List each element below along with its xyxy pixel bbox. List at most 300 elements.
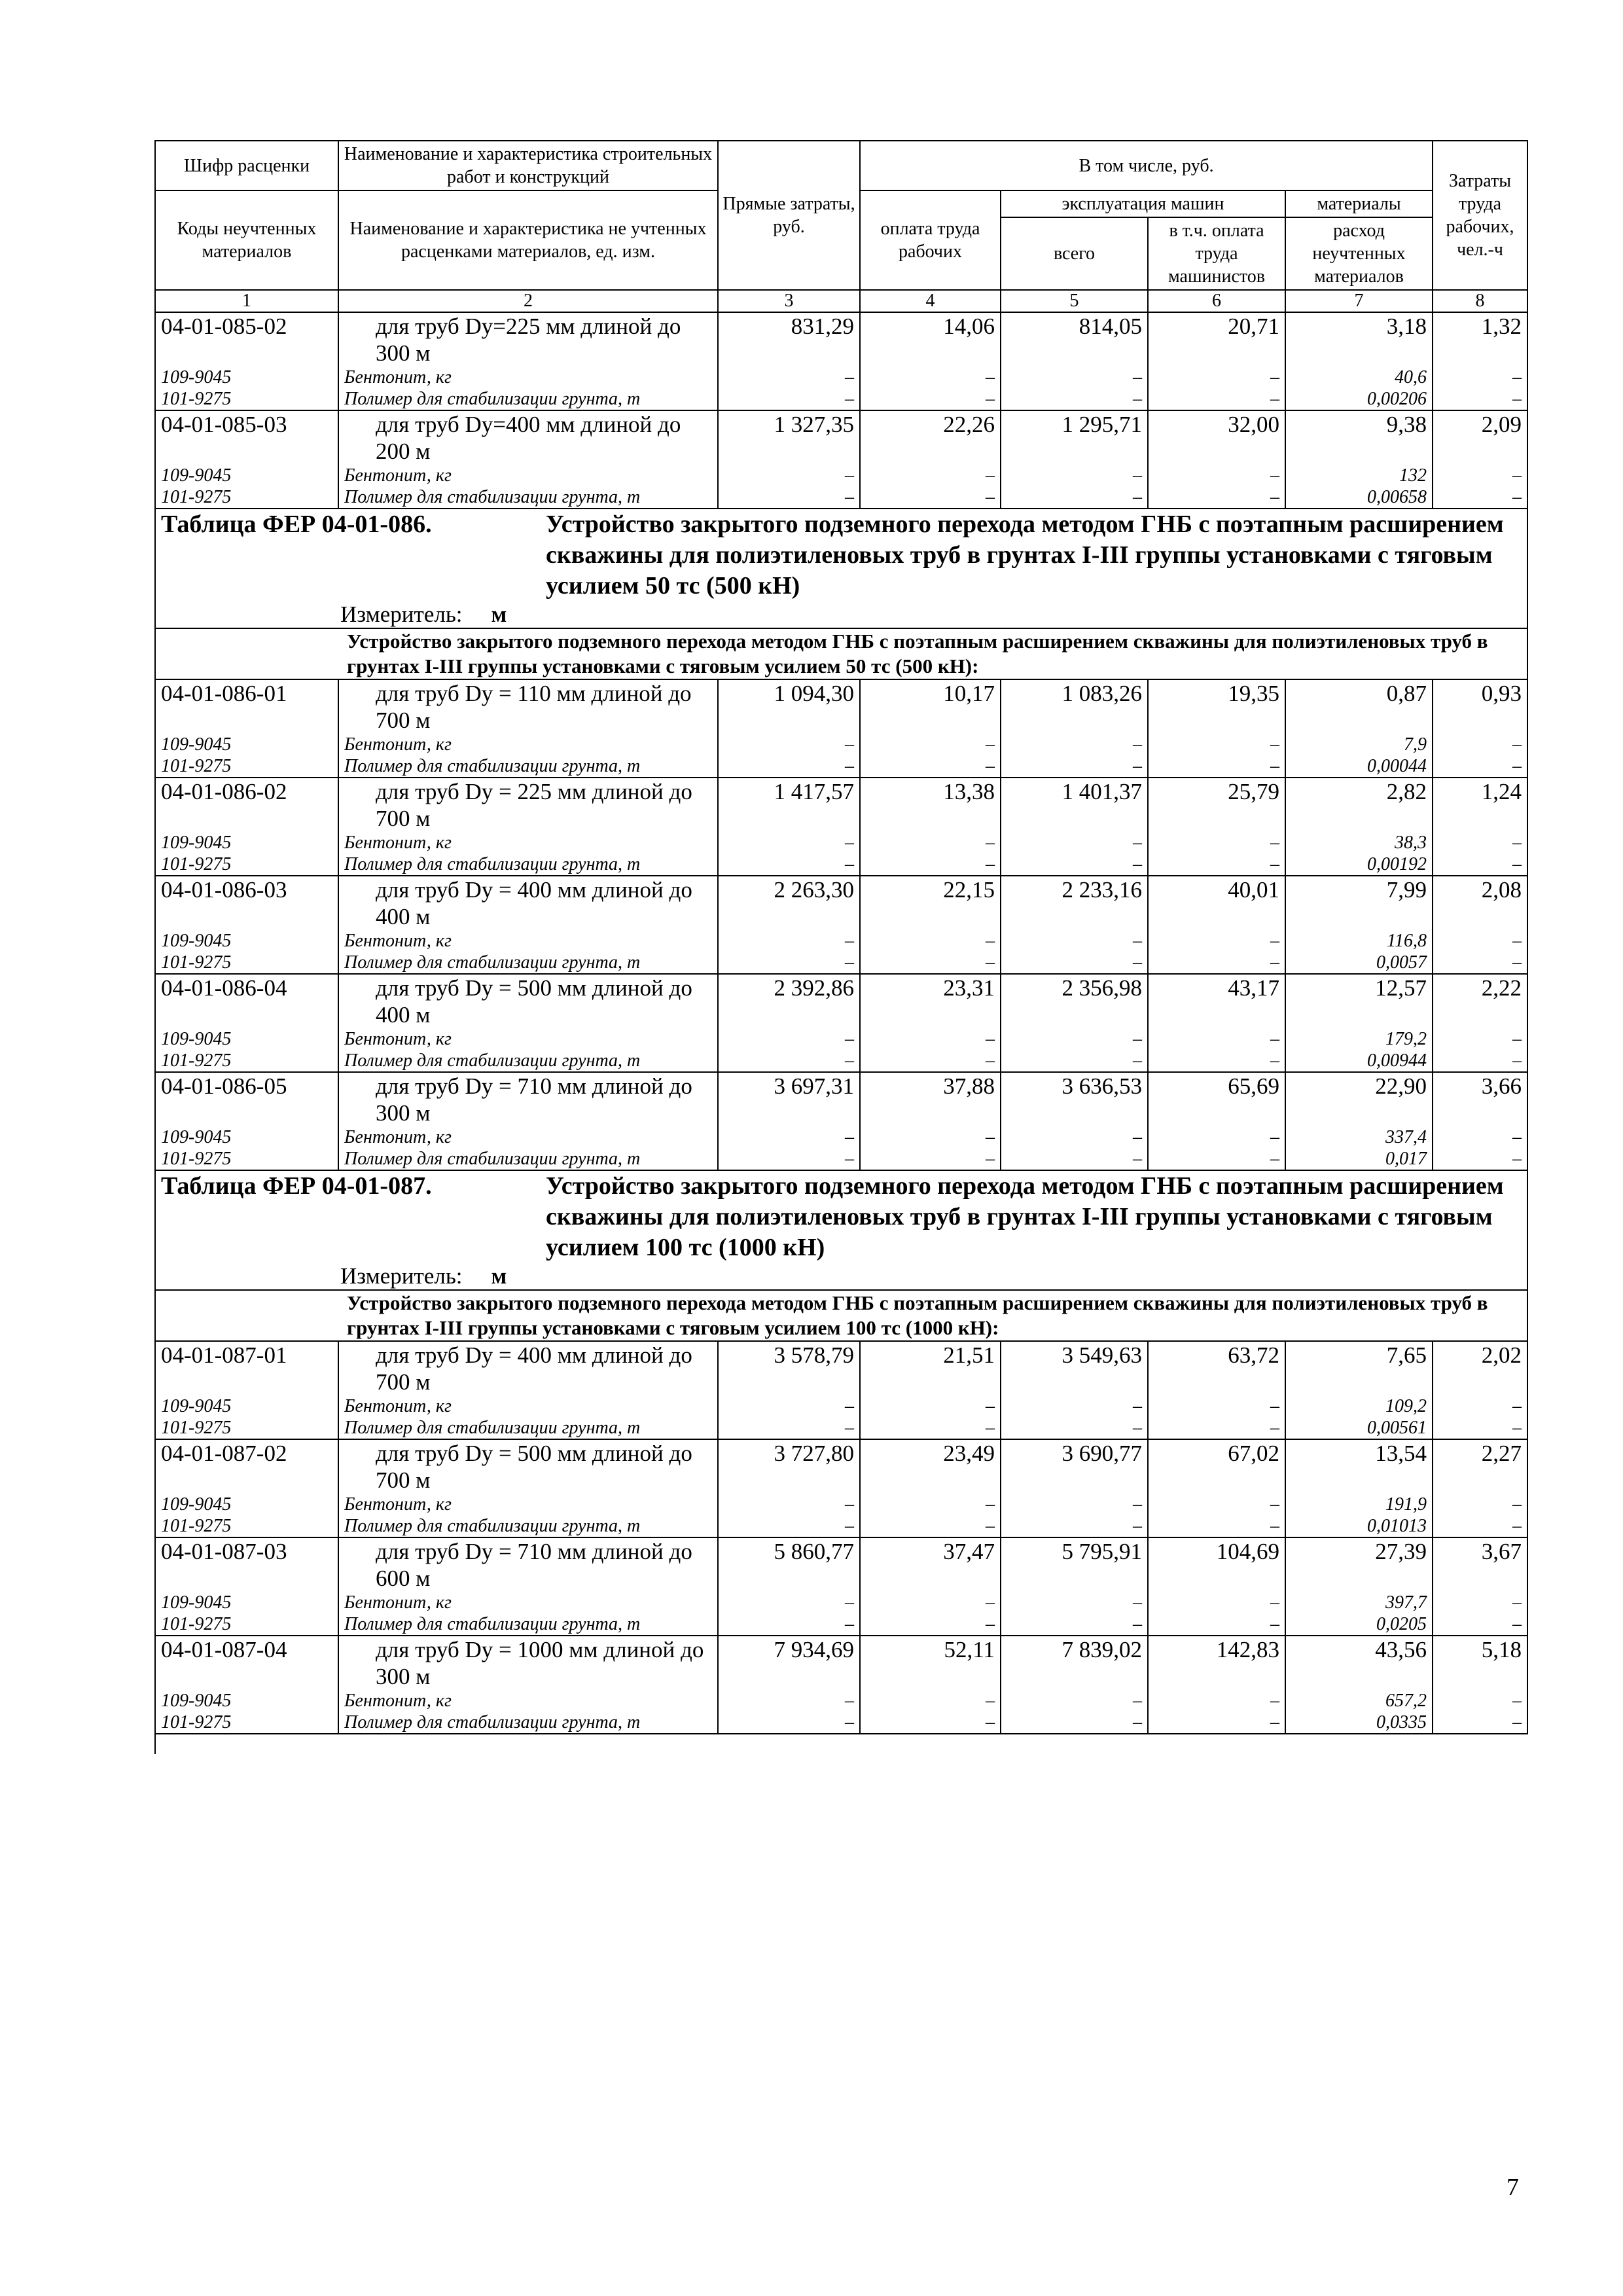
rate-row: [155, 679, 1527, 734]
rate-description: для труб Dy = 1000 мм длиной до 300 м: [338, 1636, 718, 1690]
dash: –: [718, 1592, 860, 1613]
rate-material-use: 9,38: [1285, 410, 1433, 465]
dash: –: [1433, 367, 1527, 388]
rate-labor-hours: 2,27: [1433, 1439, 1527, 1494]
dash: –: [1433, 1494, 1527, 1515]
dash: –: [1001, 930, 1148, 952]
material-row-polymer: [155, 1613, 1527, 1636]
material-quantity: 0,01013: [1285, 1515, 1433, 1537]
rate-machinist-pay: 142,83: [1148, 1636, 1285, 1690]
material-code: 109-9045: [155, 1592, 338, 1613]
rate-machinist-pay: 65,69: [1148, 1072, 1285, 1126]
material-row-polymer: [155, 1515, 1527, 1537]
dash: –: [718, 367, 860, 388]
material-name: Бентонит, кг: [338, 1592, 718, 1613]
rate-machines-total: 2 233,16: [1001, 876, 1148, 930]
table-heading: [155, 509, 1527, 601]
rate-labor-pay: 21,51: [860, 1341, 1001, 1395]
material-code: 109-9045: [155, 465, 338, 486]
material-code: 109-9045: [155, 1028, 338, 1050]
dash: –: [1148, 1395, 1285, 1417]
rate-material-use: 22,90: [1285, 1072, 1433, 1126]
dash: –: [860, 465, 1001, 486]
dash: –: [1148, 486, 1285, 509]
dash: –: [860, 1690, 1001, 1712]
dash: –: [860, 1126, 1001, 1148]
material-code: 101-9275: [155, 853, 338, 876]
dash: –: [1148, 1592, 1285, 1613]
rate-labor-hours: 1,24: [1433, 778, 1527, 832]
material-quantity: 0,00658: [1285, 486, 1433, 509]
material-row-bentonite: [155, 1395, 1527, 1417]
material-row-bentonite: [155, 1690, 1527, 1712]
header-machines-total: всего: [1001, 217, 1148, 290]
subheading-text: Устройство закрытого подземного перехода методом ГНБ с поэтапным расширением скважины для полиэтиленовых труб в грунтах I-III группы установками с тяговым усилием 50 тс (500 кН):: [155, 628, 1527, 679]
dash: –: [718, 1028, 860, 1050]
rate-description: для труб Dy=400 мм длиной до 200 м: [338, 410, 718, 465]
rate-code: 04-01-086-01: [155, 679, 338, 734]
material-name: Бентонит, кг: [338, 465, 718, 486]
subheading-text: Устройство закрытого подземного перехода методом ГНБ с поэтапным расширением скважины для полиэтиленовых труб в грунтах I-III группы установками с тяговым усилием 100 тс (1000 кН):: [155, 1290, 1527, 1341]
dash: –: [1001, 388, 1148, 410]
dash: –: [1148, 832, 1285, 853]
rate-material-use: 27,39: [1285, 1537, 1433, 1592]
dash: –: [718, 486, 860, 509]
rate-description: для труб Dy = 400 мм длиной до 700 м: [338, 1341, 718, 1395]
dash: –: [1001, 1126, 1148, 1148]
rate-material-use: 7,99: [1285, 876, 1433, 930]
rate-code: 04-01-086-04: [155, 974, 338, 1028]
rate-direct-cost: 2 392,86: [718, 974, 860, 1028]
dash: –: [1148, 1028, 1285, 1050]
material-row-bentonite: [155, 1028, 1527, 1050]
rate-machines-total: 5 795,91: [1001, 1537, 1148, 1592]
rate-direct-cost: 3 697,31: [718, 1072, 860, 1126]
material-quantity: 337,4: [1285, 1126, 1433, 1148]
rate-labor-pay: 52,11: [860, 1636, 1001, 1690]
rate-code: 04-01-085-02: [155, 312, 338, 367]
dash: –: [1148, 367, 1285, 388]
dash: –: [860, 1515, 1001, 1537]
rate-direct-cost: 1 094,30: [718, 679, 860, 734]
dash: –: [1001, 1712, 1148, 1734]
dash: –: [860, 755, 1001, 778]
rate-direct-cost: 5 860,77: [718, 1537, 860, 1592]
dash: –: [1001, 1028, 1148, 1050]
dash: –: [718, 1417, 860, 1439]
col-num: 7: [1285, 290, 1433, 312]
material-code: 101-9275: [155, 1712, 338, 1734]
rate-machinist-pay: 63,72: [1148, 1341, 1285, 1395]
rate-machinist-pay: 19,35: [1148, 679, 1285, 734]
dash: –: [1433, 1126, 1527, 1148]
material-name: Полимер для стабилизации грунта, т: [338, 1515, 718, 1537]
measure-unit: м: [491, 601, 507, 627]
rate-code: 04-01-087-02: [155, 1439, 338, 1494]
dash: –: [718, 1515, 860, 1537]
col-num: 5: [1001, 290, 1148, 312]
material-row-bentonite: [155, 734, 1527, 755]
dash: –: [860, 1148, 1001, 1170]
material-row-bentonite: [155, 465, 1527, 486]
material-quantity: 0,00561: [1285, 1417, 1433, 1439]
material-code: 101-9275: [155, 1050, 338, 1072]
rate-machinist-pay: 25,79: [1148, 778, 1285, 832]
rate-description: для труб Dy = 400 мм длиной до 400 м: [338, 876, 718, 930]
dash: –: [718, 1494, 860, 1515]
material-row-bentonite: [155, 1592, 1527, 1613]
material-code: 101-9275: [155, 388, 338, 410]
col-num: 4: [860, 290, 1001, 312]
material-row-polymer: [155, 1417, 1527, 1439]
rate-row: [155, 1636, 1527, 1690]
col-num: 6: [1148, 290, 1285, 312]
header-shifr: Шифр расценки: [155, 141, 338, 190]
dash: –: [1001, 1395, 1148, 1417]
rate-direct-cost: 2 263,30: [718, 876, 860, 930]
dash: –: [860, 734, 1001, 755]
dash: –: [1001, 1592, 1148, 1613]
material-row-polymer: [155, 755, 1527, 778]
rate-code: 04-01-087-01: [155, 1341, 338, 1395]
material-row-bentonite: [155, 832, 1527, 853]
material-code: 101-9275: [155, 1613, 338, 1636]
dash: –: [1148, 853, 1285, 876]
material-quantity: 0,00206: [1285, 388, 1433, 410]
material-row-bentonite: [155, 930, 1527, 952]
section-subheading: [155, 628, 1527, 679]
rate-direct-cost: 1 417,57: [718, 778, 860, 832]
dash: –: [1433, 1050, 1527, 1072]
dash: –: [1148, 1690, 1285, 1712]
dash: –: [718, 755, 860, 778]
dash: –: [1433, 1690, 1527, 1712]
dash: –: [1001, 1515, 1148, 1537]
dash: –: [860, 1712, 1001, 1734]
rate-machinist-pay: 20,71: [1148, 312, 1285, 367]
dash: –: [860, 1050, 1001, 1072]
rate-material-use: 3,18: [1285, 312, 1433, 367]
material-code: 109-9045: [155, 1494, 338, 1515]
rate-machines-total: 814,05: [1001, 312, 1148, 367]
rate-row: [155, 312, 1527, 367]
material-name: Бентонит, кг: [338, 367, 718, 388]
rate-machinist-pay: 40,01: [1148, 876, 1285, 930]
material-name: Бентонит, кг: [338, 1028, 718, 1050]
material-row-polymer: [155, 388, 1527, 410]
measure-row: [155, 601, 1527, 628]
material-quantity: 0,00944: [1285, 1050, 1433, 1072]
header-unaccounted-name: Наименование и характеристика не учтенных расценками материалов, ед. изм.: [338, 190, 718, 290]
rate-direct-cost: 3 727,80: [718, 1439, 860, 1494]
material-code: 109-9045: [155, 1690, 338, 1712]
dash: –: [1001, 952, 1148, 974]
measure-row: [155, 1263, 1527, 1290]
dash: –: [718, 853, 860, 876]
rate-material-use: 0,87: [1285, 679, 1433, 734]
dash: –: [1433, 388, 1527, 410]
dash: –: [1433, 465, 1527, 486]
dash: –: [1433, 853, 1527, 876]
dash: –: [1433, 1395, 1527, 1417]
page-number: 7: [1507, 2174, 1519, 2201]
rate-direct-cost: 7 934,69: [718, 1636, 860, 1690]
rate-row: [155, 1537, 1527, 1592]
material-name: Полимер для стабилизации грунта, т: [338, 755, 718, 778]
rate-description: для труб Dy = 500 мм длиной до 400 м: [338, 974, 718, 1028]
rate-machines-total: 3 690,77: [1001, 1439, 1148, 1494]
material-quantity: 0,017: [1285, 1148, 1433, 1170]
header-labor-costs: Затраты труда рабочих, чел.-ч: [1433, 141, 1527, 290]
header-direct-costs: Прямые затраты, руб.: [718, 141, 860, 290]
table-title: Устройство закрытого подземного перехода методом ГНБ с поэтапным расширением скважины для полиэтиленовых труб в грунтах I-III группы установками с тяговым усилием 50 тс (500 кН): [546, 511, 1504, 600]
dash: –: [1148, 1515, 1285, 1537]
rate-machinist-pay: 104,69: [1148, 1537, 1285, 1592]
material-quantity: 132: [1285, 465, 1433, 486]
dash: –: [1148, 734, 1285, 755]
material-code: 101-9275: [155, 952, 338, 974]
dash: –: [1433, 1417, 1527, 1439]
rates-document: [154, 140, 1527, 1754]
dash: –: [1148, 755, 1285, 778]
measure-label: Измеритель:: [340, 1263, 463, 1289]
rate-labor-pay: 22,26: [860, 410, 1001, 465]
material-code: 109-9045: [155, 930, 338, 952]
dash: –: [1148, 1126, 1285, 1148]
rate-description: для труб Dy=225 мм длиной до 300 м: [338, 312, 718, 367]
rate-code: 04-01-087-03: [155, 1537, 338, 1592]
header-machines: эксплуатация машин: [1001, 190, 1285, 217]
rate-description: для труб Dy = 110 мм длиной до 700 м: [338, 679, 718, 734]
dash: –: [1433, 1712, 1527, 1734]
dash: –: [1001, 755, 1148, 778]
material-quantity: 0,0205: [1285, 1613, 1433, 1636]
material-code: 109-9045: [155, 1126, 338, 1148]
dash: –: [1148, 930, 1285, 952]
rate-labor-pay: 14,06: [860, 312, 1001, 367]
dash: –: [1148, 388, 1285, 410]
rate-direct-cost: 1 327,35: [718, 410, 860, 465]
material-name: Полимер для стабилизации грунта, т: [338, 952, 718, 974]
material-code: 101-9275: [155, 1417, 338, 1439]
dash: –: [1148, 465, 1285, 486]
rate-code: 04-01-086-02: [155, 778, 338, 832]
rate-description: для труб Dy = 710 мм длиной до 600 м: [338, 1537, 718, 1592]
col-num: 1: [155, 290, 338, 312]
rate-direct-cost: 3 578,79: [718, 1341, 860, 1395]
material-name: Бентонит, кг: [338, 1690, 718, 1712]
rate-labor-pay: 37,88: [860, 1072, 1001, 1126]
rate-labor-hours: 3,67: [1433, 1537, 1527, 1592]
material-code: 109-9045: [155, 734, 338, 755]
material-row-bentonite: [155, 367, 1527, 388]
rate-material-use: 2,82: [1285, 778, 1433, 832]
material-name: Полимер для стабилизации грунта, т: [338, 853, 718, 876]
material-name: Полимер для стабилизации грунта, т: [338, 1613, 718, 1636]
header-row-1: [155, 141, 1527, 190]
dash: –: [1433, 734, 1527, 755]
material-quantity: 657,2: [1285, 1690, 1433, 1712]
rate-row: [155, 778, 1527, 832]
dash: –: [718, 388, 860, 410]
rate-labor-hours: 2,09: [1433, 410, 1527, 465]
material-quantity: 191,9: [1285, 1494, 1433, 1515]
material-row-bentonite: [155, 1494, 1527, 1515]
dash: –: [718, 1613, 860, 1636]
material-name: Бентонит, кг: [338, 832, 718, 853]
rate-description: для труб Dy = 710 мм длиной до 300 м: [338, 1072, 718, 1126]
rate-labor-hours: 5,18: [1433, 1636, 1527, 1690]
material-quantity: 109,2: [1285, 1395, 1433, 1417]
section-subheading: [155, 1290, 1527, 1341]
rate-machinist-pay: 32,00: [1148, 410, 1285, 465]
dash: –: [1148, 1050, 1285, 1072]
dash: –: [860, 486, 1001, 509]
col-num: 3: [718, 290, 860, 312]
dash: –: [1001, 1613, 1148, 1636]
material-code: 109-9045: [155, 832, 338, 853]
dash: –: [1433, 930, 1527, 952]
dash: –: [860, 1417, 1001, 1439]
dash: –: [718, 930, 860, 952]
table-title: Устройство закрытого подземного перехода методом ГНБ с поэтапным расширением скважины для полиэтиленовых труб в грунтах I-III группы установками с тяговым усилием 100 тс (1000 кН): [546, 1172, 1504, 1261]
col-num: 8: [1433, 290, 1527, 312]
dash: –: [860, 1395, 1001, 1417]
rate-machines-total: 3 549,63: [1001, 1341, 1148, 1395]
dash: –: [1433, 1028, 1527, 1050]
measure-label: Измеритель:: [340, 601, 463, 627]
rate-code: 04-01-086-03: [155, 876, 338, 930]
material-name: Бентонит, кг: [338, 930, 718, 952]
rate-machinist-pay: 43,17: [1148, 974, 1285, 1028]
dash: –: [860, 952, 1001, 974]
dash: –: [1433, 952, 1527, 974]
dash: –: [1148, 1613, 1285, 1636]
header-name: Наименование и характеристика строительных работ и конструкций: [338, 141, 718, 190]
dash: –: [1433, 1148, 1527, 1170]
dash: –: [860, 1592, 1001, 1613]
dash: –: [718, 734, 860, 755]
header-labor-pay: оплата труда рабочих: [860, 190, 1001, 290]
rate-description: для труб Dy = 500 мм длиной до 700 м: [338, 1439, 718, 1494]
dash: –: [860, 1028, 1001, 1050]
rate-labor-hours: 0,93: [1433, 679, 1527, 734]
rate-machinist-pay: 67,02: [1148, 1439, 1285, 1494]
header-material-codes: Коды неучтенных материалов: [155, 190, 338, 290]
rate-labor-pay: 23,31: [860, 974, 1001, 1028]
material-row-polymer: [155, 486, 1527, 509]
dash: –: [718, 1148, 860, 1170]
dash: –: [1001, 1050, 1148, 1072]
dash: –: [1433, 832, 1527, 853]
rate-labor-hours: 1,32: [1433, 312, 1527, 367]
rate-labor-pay: 13,38: [860, 778, 1001, 832]
dash: –: [1001, 486, 1148, 509]
material-row-bentonite: [155, 1126, 1527, 1148]
rate-labor-pay: 22,15: [860, 876, 1001, 930]
material-name: Полимер для стабилизации грунта, т: [338, 1050, 718, 1072]
header-machinist-pay: в т.ч. оплата труда машинистов: [1148, 217, 1285, 290]
material-name: Полимер для стабилизации грунта, т: [338, 1148, 718, 1170]
rate-material-use: 13,54: [1285, 1439, 1433, 1494]
material-name: Бентонит, кг: [338, 734, 718, 755]
dash: –: [718, 465, 860, 486]
dash: –: [718, 832, 860, 853]
rate-code: 04-01-086-05: [155, 1072, 338, 1126]
rate-row: [155, 1439, 1527, 1494]
dash: –: [1433, 1515, 1527, 1537]
material-quantity: 7,9: [1285, 734, 1433, 755]
header-materials: материалы: [1285, 190, 1433, 217]
dash: –: [1433, 1592, 1527, 1613]
dash: –: [1148, 1417, 1285, 1439]
material-quantity: 397,7: [1285, 1592, 1433, 1613]
dash: –: [1433, 755, 1527, 778]
material-code: 101-9275: [155, 1515, 338, 1537]
rate-row: [155, 1072, 1527, 1126]
dash: –: [1433, 486, 1527, 509]
material-name: Полимер для стабилизации грунта, т: [338, 1417, 718, 1439]
dash: –: [718, 1712, 860, 1734]
rate-labor-hours: 2,22: [1433, 974, 1527, 1028]
dash: –: [1433, 1613, 1527, 1636]
rate-row: [155, 410, 1527, 465]
material-code: 109-9045: [155, 1395, 338, 1417]
rate-direct-cost: 831,29: [718, 312, 860, 367]
rate-row: [155, 1341, 1527, 1395]
material-row-polymer: [155, 1712, 1527, 1734]
col-num: 2: [338, 290, 718, 312]
material-quantity: 0,00192: [1285, 853, 1433, 876]
rate-machines-total: 1 295,71: [1001, 410, 1148, 465]
dash: –: [1001, 1417, 1148, 1439]
material-row-polymer: [155, 1050, 1527, 1072]
header-material-use: расход неучтенных материалов: [1285, 217, 1433, 290]
material-name: Бентонит, кг: [338, 1494, 718, 1515]
dash: –: [860, 930, 1001, 952]
dash: –: [1148, 1712, 1285, 1734]
rate-material-use: 43,56: [1285, 1636, 1433, 1690]
material-row-polymer: [155, 1148, 1527, 1170]
material-code: 101-9275: [155, 755, 338, 778]
material-code: 109-9045: [155, 367, 338, 388]
rate-machines-total: 1 083,26: [1001, 679, 1148, 734]
rate-machines-total: 7 839,02: [1001, 1636, 1148, 1690]
table-heading: [155, 1170, 1527, 1263]
material-row-polymer: [155, 952, 1527, 974]
rate-labor-pay: 23,49: [860, 1439, 1001, 1494]
dash: –: [1001, 1494, 1148, 1515]
measure-unit: м: [491, 1263, 507, 1289]
column-number-row: [155, 290, 1527, 312]
rate-row: [155, 876, 1527, 930]
dash: –: [1148, 1494, 1285, 1515]
dash: –: [1001, 832, 1148, 853]
material-row-polymer: [155, 853, 1527, 876]
material-quantity: 38,3: [1285, 832, 1433, 853]
table-label: Таблица ФЕР 04-01-087.: [161, 1172, 432, 1200]
material-name: Бентонит, кг: [338, 1126, 718, 1148]
rate-machines-total: 3 636,53: [1001, 1072, 1148, 1126]
rate-material-use: 7,65: [1285, 1341, 1433, 1395]
dash: –: [1001, 1148, 1148, 1170]
rate-description: для труб Dy = 225 мм длиной до 700 м: [338, 778, 718, 832]
dash: –: [860, 1613, 1001, 1636]
table-tail: [155, 1734, 1527, 1754]
dash: –: [860, 388, 1001, 410]
rate-code: 04-01-087-04: [155, 1636, 338, 1690]
table-label: Таблица ФЕР 04-01-086.: [161, 511, 432, 538]
